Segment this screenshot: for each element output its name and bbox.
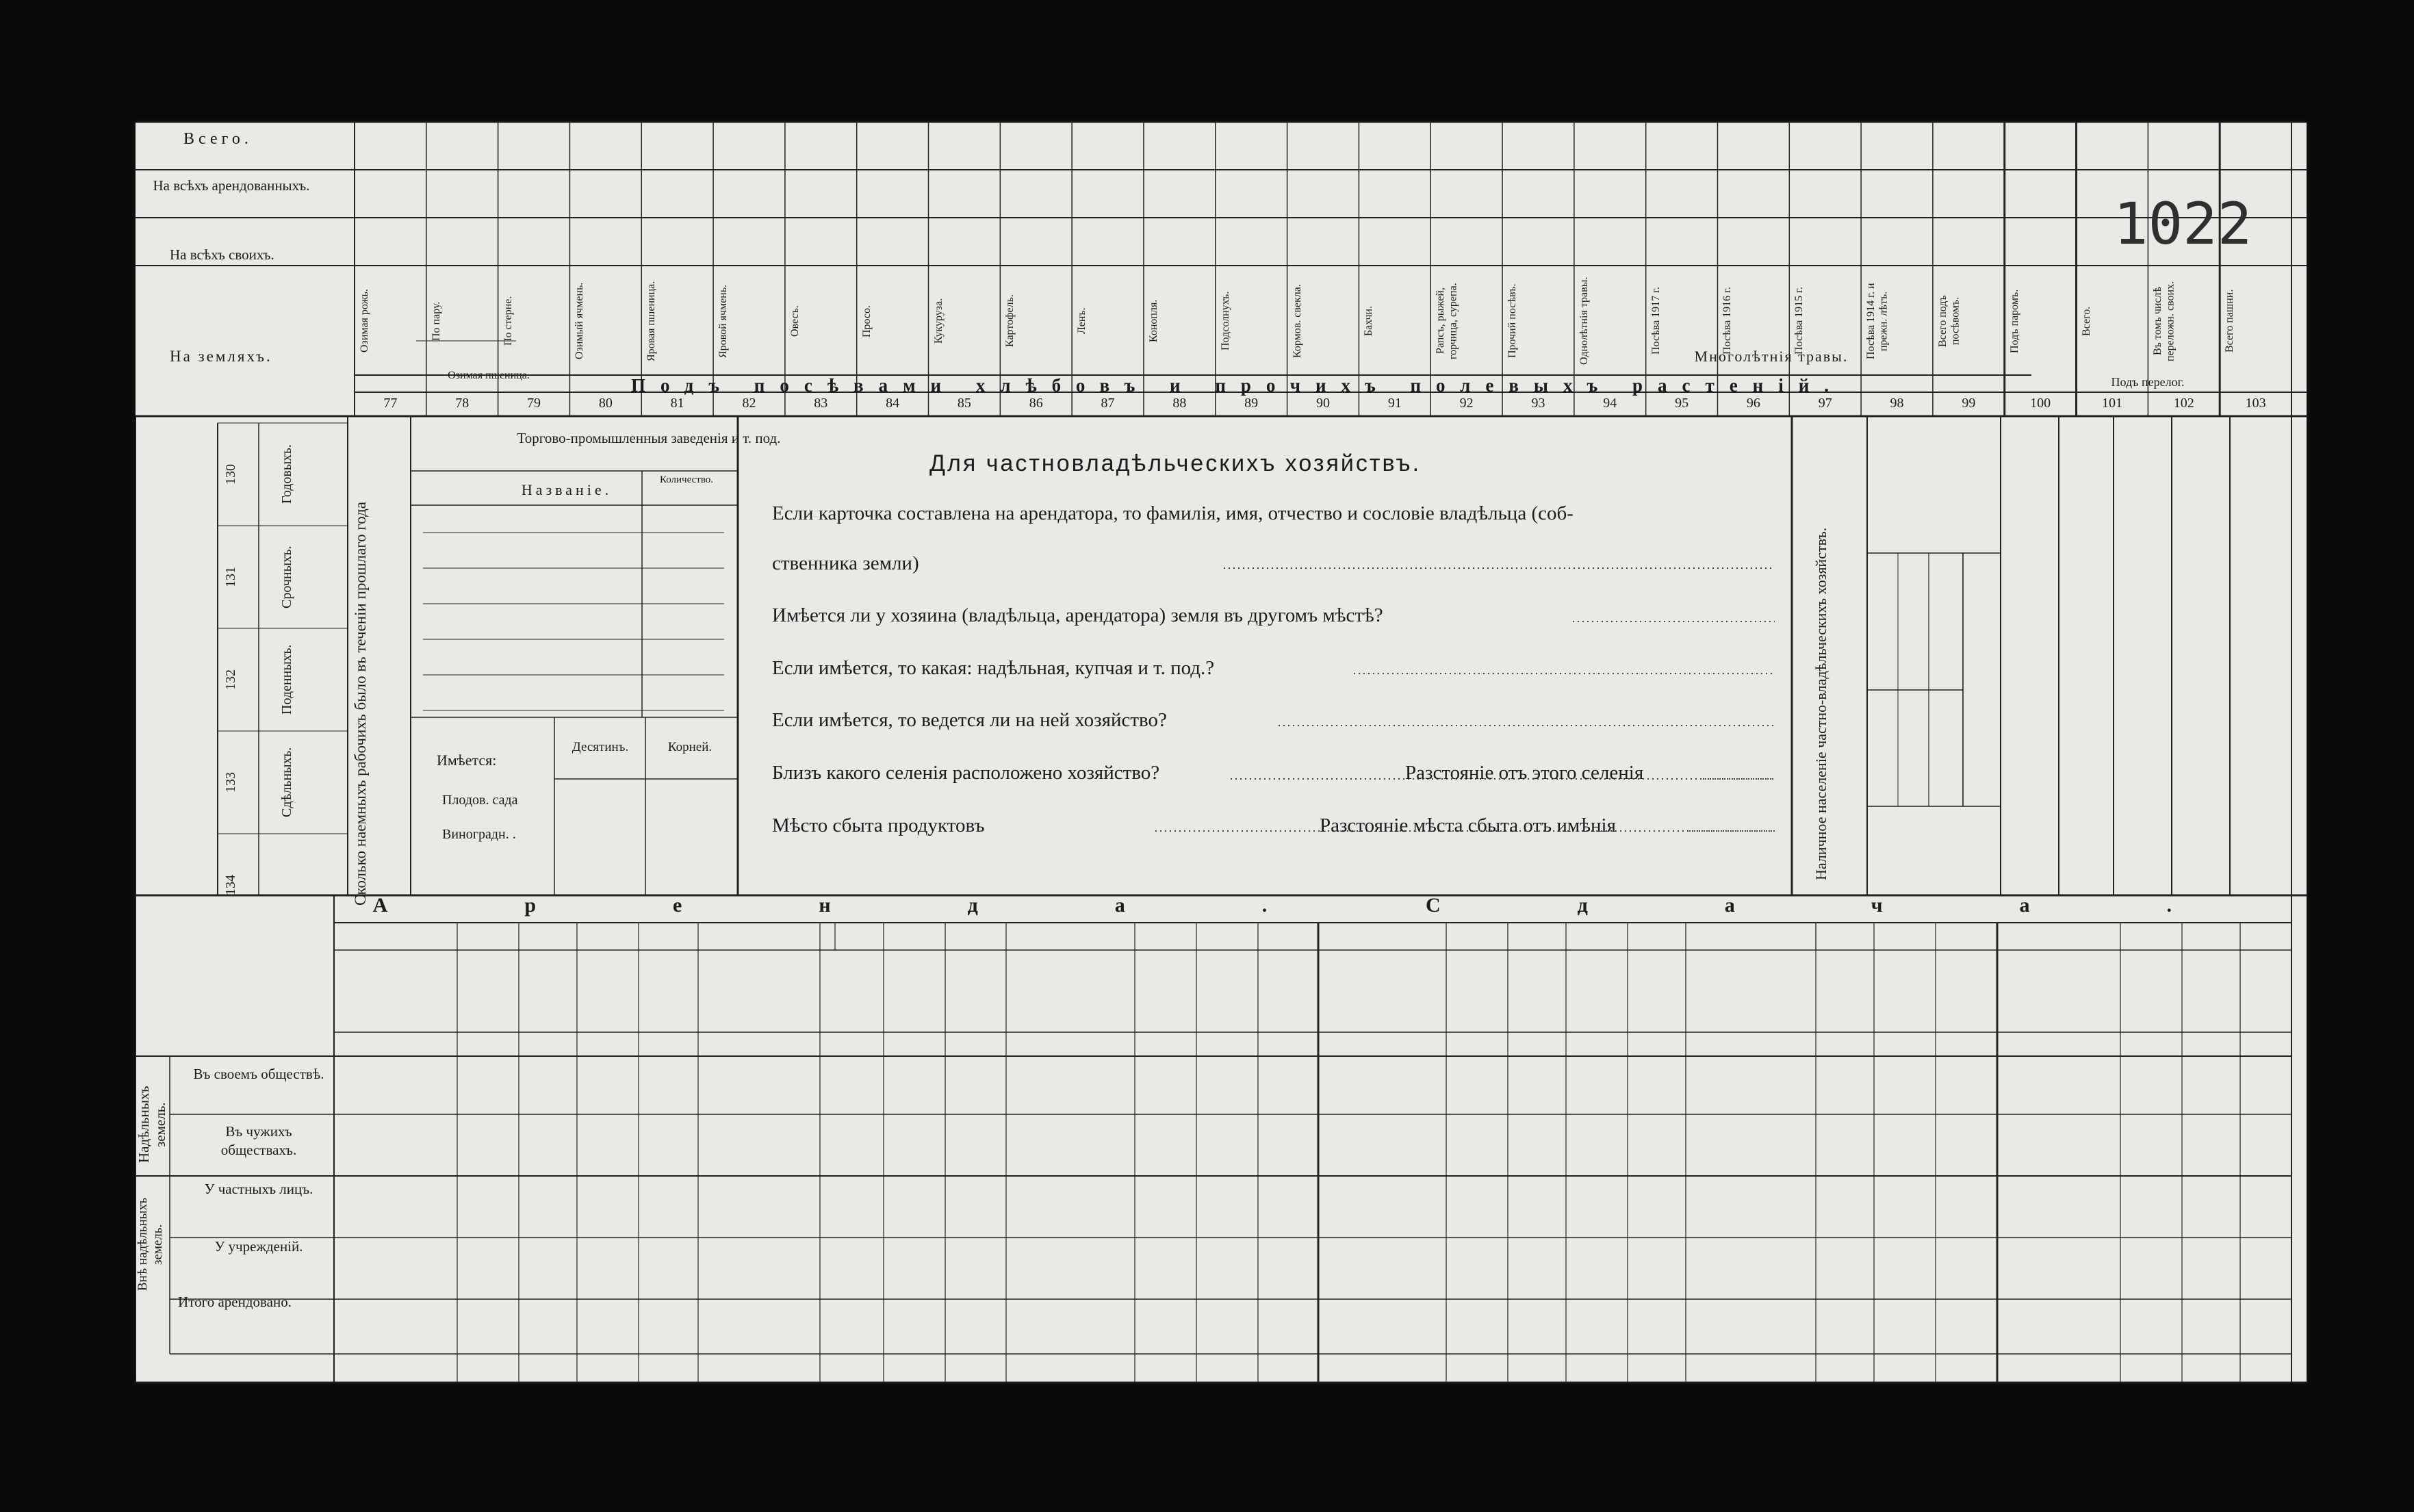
vnenadel-label: Внѣ надѣльныхъ земель. — [136, 1197, 165, 1292]
crop-col-84: Просо. — [860, 305, 873, 337]
lease-head-25 — [2243, 953, 2289, 1029]
worker-type-3: Сдѣльныхъ. — [279, 747, 294, 818]
row-label-own: На всѣхъ своихъ. — [170, 246, 274, 263]
crop-col-79: По стерне. — [502, 296, 514, 346]
lease-head-8 — [948, 953, 1003, 1029]
lease-head-2 — [522, 953, 574, 1029]
crop-col-80: Озимый ячмень. — [574, 282, 586, 360]
crop-num-89: 89 — [1244, 396, 1259, 411]
handwritten-stamp-number: 1022 — [2114, 190, 2252, 257]
crop-num-95: 95 — [1675, 396, 1689, 411]
crop-col-77: Озимая рожь. — [359, 289, 370, 353]
women-label — [1874, 560, 1897, 687]
worker-type-1: Срочныхъ. — [279, 546, 294, 608]
crop-num-88: 88 — [1172, 396, 1187, 411]
crop-num-98: 98 — [1890, 396, 1904, 411]
crop-num-84: 84 — [886, 396, 900, 411]
crop-num-77: 77 — [383, 396, 398, 411]
lease-head-10 — [1138, 953, 1194, 1029]
row-label-rented: На всѣхъ арендованныхъ. — [153, 177, 310, 194]
staff-col-top-3 — [2176, 430, 2226, 553]
lease-head-6 — [823, 953, 881, 1029]
lease-head-15 — [1511, 953, 1563, 1029]
crop-col-95: Посѣва 1917 г. — [1649, 287, 1662, 355]
men-working-label — [1931, 697, 1962, 799]
crop-col-89: Подсолнухъ. — [1219, 291, 1231, 351]
crop-col-78: По пару. — [430, 301, 442, 341]
crop-num-81: 81 — [670, 396, 684, 411]
staff-col-bottom-3 — [2176, 758, 2226, 888]
lease-head-16 — [1569, 953, 1625, 1029]
crop-num-91: 91 — [1387, 396, 1402, 411]
row-label-total: Всего. — [183, 130, 253, 148]
census-card — [136, 122, 2307, 1383]
crop-num-85: 85 — [957, 396, 971, 411]
crop-num-82: 82 — [742, 396, 756, 411]
lease-head-21 — [1938, 953, 1994, 1029]
crop-col-81: Яровая пшеница. — [645, 281, 658, 361]
ozimaya-pshenitsa-label: Озимая пшеница. — [448, 370, 530, 381]
worker-type-0: Годовыхъ. — [279, 444, 294, 504]
vineyard-label: Виноградн. . — [442, 827, 516, 842]
lease-head-11 — [1199, 953, 1255, 1029]
staff-col-bottom-4 — [2234, 758, 2287, 888]
lease-head-1 — [460, 953, 516, 1029]
crop-col-86: Картофель. — [1004, 294, 1016, 348]
staff-col-top-1 — [2063, 430, 2109, 553]
crop-col-98: Посѣва 1914 г. и прежн. лѣтъ. — [1865, 283, 1890, 359]
worker-num-131: 131 — [223, 567, 238, 587]
crop-num-103: 103 — [2245, 396, 2266, 411]
question-owner: Если карточка составлена на арендатора, то фамилія, имя, отчество и сословіе владѣльца (соб- — [772, 502, 1574, 524]
crop-col-96: Посѣва 1916 г. — [1721, 287, 1734, 355]
worker-num-133: 133 — [223, 772, 238, 793]
men-label — [1874, 697, 1897, 803]
has-label: Имѣется: — [437, 752, 497, 769]
private-farms-title: Для частновладѣльческихъ хозяйствъ. — [929, 450, 1422, 476]
worker-type-2: Поденныхъ. — [279, 644, 294, 715]
crop-num-87: 87 — [1101, 396, 1115, 411]
worker-num-132: 132 — [223, 669, 238, 690]
row-total-rented: Итого арендовано. — [178, 1294, 292, 1310]
crop-num-99: 99 — [1962, 396, 1976, 411]
orchard-label: Плодов. сада — [442, 793, 518, 808]
lease-head-23 — [2123, 953, 2179, 1029]
row-own-society: Въ своемъ обществѣ. — [193, 1066, 324, 1082]
lease-head-4 — [641, 953, 695, 1029]
crop-num-100: 100 — [2030, 396, 2051, 411]
crop-col-100: Подъ паромъ. — [2008, 289, 2020, 353]
women-total-label — [1903, 567, 1926, 656]
sdacha-title: Сдача. — [1425, 894, 2309, 917]
men-total-label — [1903, 710, 1926, 799]
arenda-title: Аренда. — [372, 894, 1404, 917]
crop-num-96: 96 — [1746, 396, 1760, 411]
crop-col-92: Рапсъ, рыжей, горчица, сурепа. — [1435, 283, 1459, 359]
desyatin-header: Десятинъ. — [572, 740, 629, 754]
question-other-land: Имѣется ли у хозяина (владѣльца, арендатора) земля въ другомъ мѣстѣ? — [772, 604, 1383, 626]
crop-col-94: Однолѣтнія травы. — [1578, 277, 1590, 366]
crop-col-101: Всего. — [2080, 306, 2092, 336]
lease-head-19 — [1819, 953, 1871, 1029]
question-land-type: Если имѣется, то какая: надѣльная, купчая и т. под.? — [772, 657, 1215, 679]
kornei-header: Корней. — [667, 740, 712, 754]
crop-col-97: Посѣва 1915 г. — [1793, 287, 1806, 355]
staff-col-top-0 — [2005, 430, 2055, 553]
mnogoletnie-label: Многолѣтнія травы. — [1694, 348, 1849, 365]
question-owner-cont: ственника земли) — [772, 552, 919, 574]
crops-band-title: Подъ посѣвами хлѣбовъ и прочихъ полевыхъ растеній. — [630, 375, 1845, 396]
crop-num-102: 102 — [2173, 396, 2194, 411]
staff-col-bottom-2 — [2118, 758, 2168, 888]
crop-col-99: Всего подъ посѣвомъ. — [1936, 295, 1962, 347]
trade-title: Торгово-промышленныя заведенія и т. под. — [517, 430, 781, 446]
crop-col-93: Прочий посѣвъ. — [1506, 283, 1519, 359]
crop-num-86: 86 — [1029, 396, 1043, 411]
crop-col-87: Ленъ. — [1076, 307, 1088, 335]
crop-num-92: 92 — [1459, 396, 1474, 411]
crop-col-102: Въ томъ числѣ переложн. своих. — [2152, 281, 2177, 361]
crop-col-88: Конопля. — [1147, 299, 1159, 343]
staff-col-top-2 — [2118, 430, 2168, 553]
crop-col-85: Кукуруза. — [932, 298, 945, 344]
row-label-on-lands: На земляхъ. — [170, 348, 272, 365]
crop-col-83: Овесъ. — [788, 305, 801, 337]
lease-head-3 — [580, 953, 636, 1029]
lease-head-7 — [886, 953, 942, 1029]
crop-num-97: 97 — [1818, 396, 1832, 411]
women-working-label — [1931, 560, 1962, 663]
crop-col-90: Кормов. свекла. — [1291, 284, 1303, 358]
lease-head-14 — [1449, 953, 1505, 1029]
staff-col-bottom-0 — [2005, 758, 2055, 888]
crop-col-82: Яровой ячмень. — [717, 284, 730, 358]
lease-head-12 — [1261, 953, 1315, 1029]
crop-num-78: 78 — [455, 396, 470, 411]
lease-head-20 — [1877, 953, 1933, 1029]
question-farming: Если имѣется, то ведется ли на ней хозяйство? — [772, 709, 1167, 731]
crop-col-91: Бахчи. — [1363, 305, 1375, 337]
itogo-dush-label — [1967, 560, 1994, 642]
row-institutions: У учрежденій. — [214, 1238, 303, 1255]
question-market-distance: Разстояніе мѣста сбыта отъ имѣнія — [1320, 815, 1616, 836]
staff-col-bottom-1 — [2063, 758, 2109, 888]
crop-num-80: 80 — [598, 396, 613, 411]
lease-head-17 — [1630, 953, 1683, 1029]
question-village-distance: Разстояніе отъ этого селенія — [1405, 762, 1644, 784]
crop-col-103: Всего пашни. — [2224, 289, 2236, 353]
question-village: Близъ какого селенія расположено хозяйство? — [772, 762, 1160, 784]
crop-num-79: 79 — [527, 396, 541, 411]
trade-qty-header: Количество. — [659, 474, 714, 485]
nadel-label: Надѣльныхъ земель. — [136, 1086, 169, 1164]
worker-num-134: 134 — [223, 875, 238, 895]
crop-num-93: 93 — [1531, 396, 1545, 411]
crop-num-83: 83 — [814, 396, 828, 411]
crop-num-101: 101 — [2101, 396, 2122, 411]
question-market: Мѣсто сбыта продуктовъ — [772, 815, 985, 836]
crop-num-94: 94 — [1603, 396, 1617, 411]
crop-num-90: 90 — [1315, 396, 1330, 411]
trade-name-header: Названіе. — [521, 481, 613, 498]
staff-col-top-4 — [2234, 430, 2287, 553]
row-private-persons: У частныхъ лицъ. — [204, 1181, 313, 1197]
hired-workers-title: Сколько наемныхъ рабочихъ было въ теченіи прошлаго года — [352, 502, 369, 906]
row-other-society: Въ чужихъ обществахъ. — [220, 1123, 297, 1159]
pod-perelog-label: Подъ перелог. — [2111, 375, 2185, 389]
population-title: Наличное населеніе частно-владѣльческихъ хозяйствъ. — [1812, 527, 1829, 880]
lease-head-24 — [2185, 953, 2237, 1029]
worker-num-130: 130 — [223, 464, 238, 485]
